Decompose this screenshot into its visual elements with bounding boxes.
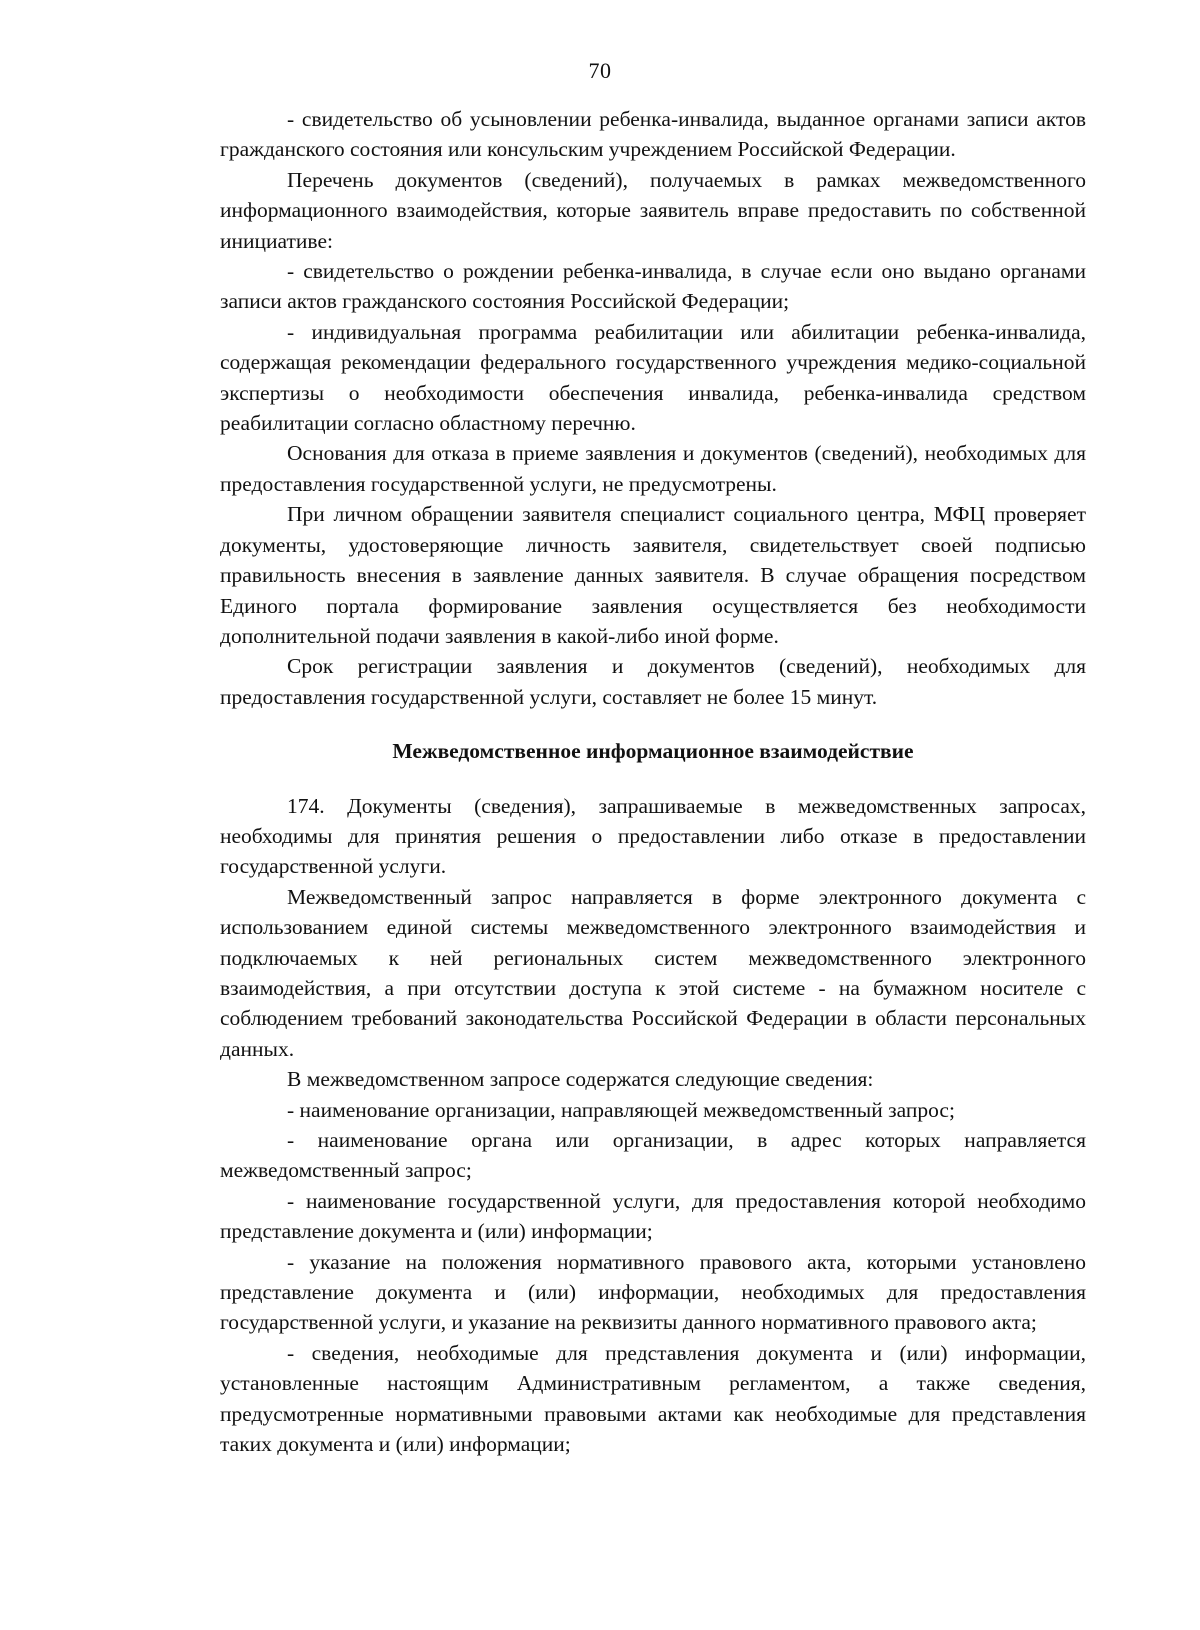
paragraph: Основания для отказа в приеме заявления и документов (сведений), необходимых для предоставления государственной услуги, не предусмотрены. (220, 441, 1086, 496)
page-number: 70 (588, 58, 612, 83)
paragraph: 174. Документы (сведения), запрашиваемые в межведомственных запросах, необходимы для принятия решения о предоставлении либо отказе в предоставлении государственной услуги. (220, 793, 1086, 879)
document-body (220, 104, 1086, 1459)
paragraph: Срок регистрации заявления и документов (сведений), необходимых для предоставления государственной услуги, составляет не более 15 минут. (220, 654, 1086, 709)
paragraph: При личном обращении заявителя специалист социального центра, МФЦ проверяет документы, удостоверяющие личность заявителя, свидетельствует своей подписью правильность внесения в заявление данных заявителя. В случае обращения посредством Единого портала формирование заявления осуществляется без необходимости дополнительной подачи заявления в какой-либо иной форме. (220, 502, 1086, 648)
paragraph: - свидетельство о рождении ребенка-инвалида, в случае если оно выдано органами записи актов гражданского состояния Российской Федерации; (220, 259, 1086, 314)
list-item: - сведения, необходимые для представления документа и (или) информации, установленные настоящим Административным регламентом, а также сведения, предусмотренные нормативными правовыми актами как необходимые для представления таких документа и (или) информации; (220, 1340, 1086, 1457)
paragraph: В межведомственном запросе содержатся следующие сведения: (287, 1067, 874, 1092)
paragraph: - свидетельство об усыновлении ребенка-инвалида, выданное органами записи актов гражданского состояния или консульским учреждением Российской Федерации. (220, 107, 1086, 162)
list-item: - указание на положения нормативного правового акта, которыми установлено представление документа и (или) информации, необходимых для предоставления государственной услуги, и указание на реквизиты данного нормативного правового акта; (220, 1249, 1086, 1335)
list-item: - наименование органа или организации, в адрес которых направляется межведомственный запрос; (220, 1128, 1086, 1183)
paragraph: Перечень документов (сведений), получаемых в рамках межведомственного информационного взаимодействия, которые заявитель вправе предоставить по собственной инициативе: (220, 167, 1086, 253)
list-item: - наименование организации, направляющей межведомственный запрос; (287, 1097, 955, 1122)
paragraph: - индивидуальная программа реабилитации или абилитации ребенка-инвалида, содержащая рекомендации федерального государственного учреждения медико-социальной экспертизы о необходимости обеспечения инвалида, ребенка-инвалида средством реабилитации согласно областному перечню. (220, 319, 1086, 436)
section-heading: Межведомственное информационное взаимодействие (392, 739, 914, 764)
list-item: - наименование государственной услуги, для предоставления которой необходимо представление документа и (или) информации; (220, 1188, 1086, 1244)
paragraph: Межведомственный запрос направляется в форме электронного документа с использованием единой системы межведомственного электронного взаимодействия и подключаемых к ней региональных систем межведомственного электронного взаимодействия, а при отсутствии доступа к этой системе - на бумажном носителе с соблюдением требований законодательства Российской Федерации в области персональных данных. (220, 884, 1086, 1061)
